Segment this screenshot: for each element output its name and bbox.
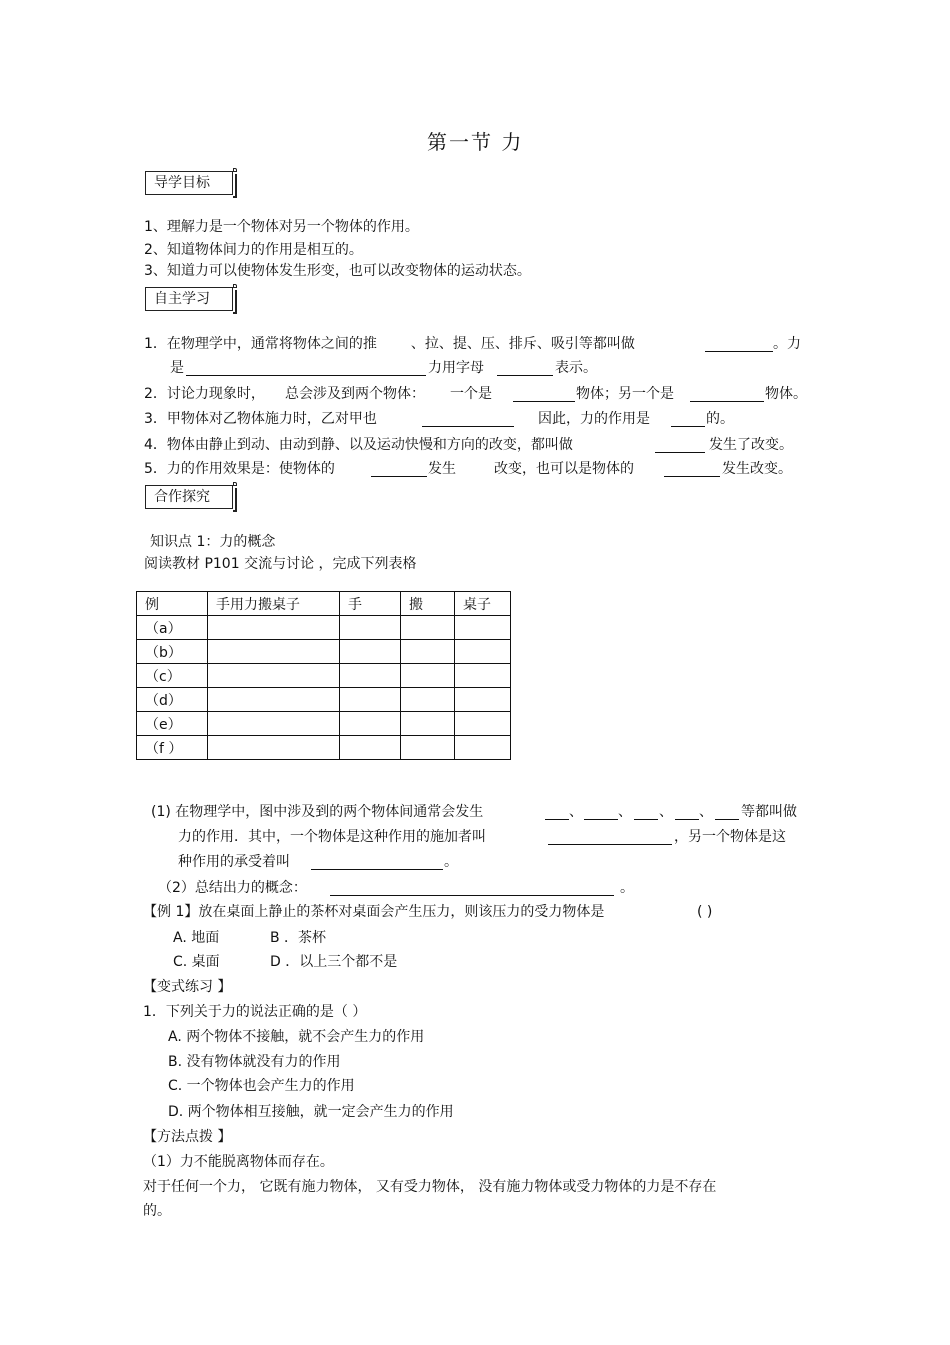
option-b[interactable]: B. 没有物体就没有力的作用 <box>168 1054 341 1070</box>
q5-part: 发生改变。 <box>722 461 792 477</box>
table-cell[interactable] <box>455 664 511 688</box>
table-cell[interactable] <box>340 712 401 736</box>
q2-part: 2．讨论力现象时， <box>144 386 265 402</box>
q3-part: 3．甲物体对乙物体施力时，乙对甲也 <box>144 411 377 427</box>
variant-stem: 1．下列关于力的说法正确的是（ ） <box>143 1004 367 1020</box>
q3-part: 的。 <box>706 411 734 427</box>
method-point: （1）力不能脱离物体而存在。 <box>143 1154 334 1170</box>
table-cell[interactable] <box>401 736 455 760</box>
table-cell[interactable] <box>208 712 340 736</box>
concept-table <box>136 591 511 760</box>
q2-part: 总会涉及到两个物体： <box>285 386 425 402</box>
p1-part: ，另一个物体是这 <box>674 829 786 845</box>
answer-blank[interactable] <box>548 830 672 845</box>
table-cell[interactable] <box>208 640 340 664</box>
goal-item: 1、理解力是一个物体对另一个物体的作用。 <box>144 219 419 235</box>
q1-part: 。力 <box>773 336 801 352</box>
row-label: （e） <box>137 712 208 736</box>
answer-blank[interactable] <box>675 805 699 820</box>
table-cell[interactable] <box>340 736 401 760</box>
table-row <box>137 688 511 712</box>
table-cell[interactable] <box>455 736 511 760</box>
section-tag-cooperation: 合作探究 <box>145 485 233 509</box>
row-label: （d） <box>137 688 208 712</box>
q1-part: 是 <box>170 360 184 376</box>
answer-blank[interactable] <box>655 438 705 453</box>
p1-part: (1) 在物理学中，图中涉及到的两个物体间通常会发生 <box>151 804 484 820</box>
table-cell[interactable] <box>401 640 455 664</box>
option-b[interactable]: B ．茶杯 <box>270 930 327 946</box>
p1-separator: 、 <box>569 804 583 820</box>
table-row <box>137 616 511 640</box>
q4-part: 4．物体由静止到动、由动到静、以及运动快慢和方向的改变，都叫做 <box>144 437 573 453</box>
p1-separator: 、 <box>618 804 632 820</box>
q1-part: 力用字母 <box>428 360 484 376</box>
table-cell[interactable] <box>401 688 455 712</box>
table-cell[interactable] <box>208 688 340 712</box>
answer-blank[interactable] <box>513 387 575 402</box>
q1-part: 、拉、提、压、排斥、吸引等都叫做 <box>410 336 635 352</box>
question-1-text <box>144 335 635 353</box>
row-label: （c） <box>137 664 208 688</box>
q1-part: 1．在物理学中，通常将物体之间的推 <box>144 336 377 352</box>
q1-part: 表示。 <box>555 360 597 376</box>
table-header-row <box>137 592 511 616</box>
option-d[interactable]: D. 两个物体相互接触，就一定会产生力的作用 <box>168 1104 454 1120</box>
q2-part: 物体；另一个是 <box>576 386 674 402</box>
answer-blank[interactable] <box>330 881 614 896</box>
q4-part: 发生了改变。 <box>709 437 793 453</box>
answer-blank[interactable] <box>422 412 514 427</box>
table-cell[interactable] <box>455 616 511 640</box>
table-cell[interactable] <box>401 616 455 640</box>
p2-part: （2）总结出力的概念： <box>158 880 307 896</box>
answer-blank[interactable] <box>664 462 720 477</box>
option-c[interactable]: C. 桌面 <box>173 954 220 970</box>
table-cell[interactable] <box>208 616 340 640</box>
q2-part: 一个是 <box>450 386 492 402</box>
table-cell[interactable] <box>455 688 511 712</box>
option-a[interactable]: A. 地面 <box>173 930 220 946</box>
answer-blank[interactable] <box>671 412 705 427</box>
p1-separator: 、 <box>699 804 713 820</box>
table-cell[interactable] <box>208 664 340 688</box>
table-cell[interactable] <box>340 640 401 664</box>
method-header: 【方法点拨 】 <box>143 1129 232 1145</box>
answer-blank[interactable] <box>545 805 569 820</box>
table-cell[interactable] <box>455 640 511 664</box>
table-header-cell: 手 <box>340 592 401 616</box>
method-explanation-end: 的。 <box>143 1203 171 1219</box>
example-stem: 【例 1】放在桌面上静止的茶杯对桌面会产生压力，则该压力的受力物体是 <box>143 904 605 920</box>
answer-blank[interactable] <box>715 805 739 820</box>
answer-blank[interactable] <box>311 855 443 870</box>
table-header-cell: 搬 <box>401 592 455 616</box>
table-header-cell: 例 <box>137 592 208 616</box>
q5-part: 5．力的作用效果是：使物体的 <box>144 461 335 477</box>
option-a[interactable]: A. 两个物体不接触，就不会产生力的作用 <box>168 1029 425 1045</box>
answer-blank[interactable] <box>705 337 773 352</box>
answer-blank[interactable] <box>497 361 553 376</box>
q5-part: 改变，也可以是物体的 <box>494 461 634 477</box>
table-row <box>137 736 511 760</box>
knowledge-point: 知识点 1：力的概念 <box>150 534 276 550</box>
q3-part: 因此，力的作用是 <box>538 411 650 427</box>
table-cell[interactable] <box>455 712 511 736</box>
section-tag-self-study: 自主学习 <box>145 287 233 311</box>
table-cell[interactable] <box>340 664 401 688</box>
goal-item: 3、知道力可以使物体发生形变，也可以改变物体的运动状态。 <box>144 263 531 279</box>
p1-part: 种作用的承受着叫 <box>178 854 290 870</box>
section-tag-goals: 导学目标 <box>145 171 233 195</box>
q5-part: 发生 <box>428 461 456 477</box>
example-answer-paren[interactable]: ( ) <box>697 904 713 920</box>
p1-part: 力的作用．其中，一个物体是这种作用的施加者叫 <box>178 829 486 845</box>
answer-blank[interactable] <box>690 387 764 402</box>
goal-item: 2、知道物体间力的作用是相互的。 <box>144 242 363 258</box>
table-cell[interactable] <box>340 616 401 640</box>
table-cell[interactable] <box>340 688 401 712</box>
row-label: （b） <box>137 640 208 664</box>
answer-blank[interactable] <box>371 462 427 477</box>
variant-header: 【变式练习 】 <box>143 979 232 995</box>
table-header-cell: 桌子 <box>455 592 511 616</box>
p1-part: 等都叫做 <box>741 804 797 820</box>
p1-separator: 、 <box>659 804 673 820</box>
table-cell[interactable] <box>401 712 455 736</box>
p2-part: 。 <box>620 880 634 896</box>
table-cell[interactable] <box>401 664 455 688</box>
q2-part: 物体。 <box>765 386 807 402</box>
page-title: 第一节 力 <box>427 130 524 154</box>
row-label: （f ） <box>137 736 208 760</box>
option-d[interactable]: D ．以上三个都不是 <box>270 954 398 970</box>
row-label: （a） <box>137 616 208 640</box>
p1-part: 。 <box>444 854 458 870</box>
method-explanation: 对于任何一个力， 它既有施力物体， 又有受力物体， 没有施力物体或受力物体的力是不存在 <box>143 1179 717 1195</box>
answer-blank[interactable] <box>584 805 618 820</box>
table-cell[interactable] <box>208 736 340 760</box>
reading-instruction: 阅读教材 P101 交流与讨论 ，完成下列表格 <box>144 556 417 572</box>
answer-blank[interactable] <box>634 805 658 820</box>
table-row <box>137 712 511 736</box>
option-c[interactable]: C. 一个物体也会产生力的作用 <box>168 1078 355 1094</box>
answer-blank[interactable] <box>186 361 426 376</box>
table-row <box>137 664 511 688</box>
table-row <box>137 640 511 664</box>
table-header-cell: 手用力搬桌子 <box>208 592 340 616</box>
